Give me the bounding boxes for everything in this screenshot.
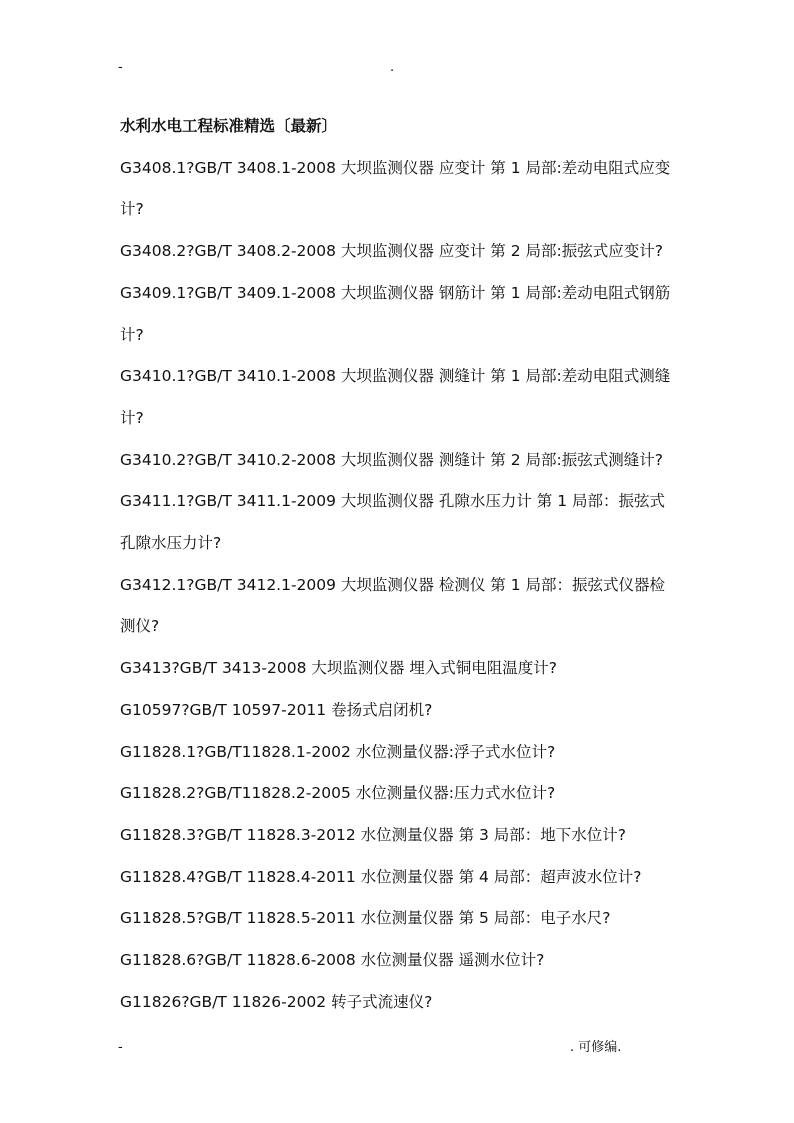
document-line: G11828.3?GB/T 11828.3-2012 水位测量仪器 第 3 局部：地下水位计? bbox=[120, 825, 627, 844]
document-line: 计? bbox=[120, 200, 144, 219]
footer-editable-note: . 可修编. bbox=[570, 1040, 622, 1055]
document-title: 水利水电工程标准精选〔最新〕 bbox=[120, 117, 338, 135]
header-left-mark: - bbox=[118, 60, 123, 75]
document-line: G3408.2?GB/T 3408.2-2008 大坝监测仪器 应变计 第 2 局部:振弦式应变计? bbox=[120, 242, 663, 261]
document-line: G3408.1?GB/T 3408.1-2008 大坝监测仪器 应变计 第 1 局部:差动电阻式应变 bbox=[120, 158, 671, 177]
document-line: G3412.1?GB/T 3412.1-2009 大坝监测仪器 检测仪 第 1 局部：振弦式仪器检 bbox=[120, 575, 666, 594]
document-line: G10597?GB/T 10597-2011 卷扬式启闭机? bbox=[120, 700, 433, 719]
document-body bbox=[120, 106, 690, 1023]
document-line: G11828.5?GB/T 11828.5-2011 水位测量仪器 第 5 局部：电子水尺? bbox=[120, 909, 611, 928]
document-line: G11828.1?GB/T11828.1-2002 水位测量仪器:浮子式水位计? bbox=[120, 742, 556, 761]
header-right-mark: . bbox=[390, 60, 395, 75]
document-line: G3410.2?GB/T 3410.2-2008 大坝监测仪器 测缝计 第 2 局部:振弦式测缝计? bbox=[120, 450, 663, 469]
document-line: G3409.1?GB/T 3409.1-2008 大坝监测仪器 钢筋计 第 1 局部:差动电阻式钢筋 bbox=[120, 283, 671, 302]
document-line: 计? bbox=[120, 408, 144, 427]
document-line: G3413?GB/T 3413-2008 大坝监测仪器 埋入式铜电阻温度计? bbox=[120, 659, 558, 678]
document-line: G11826?GB/T 11826-2002 转子式流速仪? bbox=[120, 992, 433, 1011]
document-line: 测仪? bbox=[120, 617, 160, 636]
footer-left-mark: - bbox=[118, 1040, 123, 1055]
document-line: G3411.1?GB/T 3411.1-2009 大坝监测仪器 孔隙水压力计 第 1 局部：振弦式 bbox=[120, 492, 666, 511]
document-line: G11828.4?GB/T 11828.4-2011 水位测量仪器 第 4 局部：超声波水位计? bbox=[120, 867, 642, 886]
document-line: G3410.1?GB/T 3410.1-2008 大坝监测仪器 测缝计 第 1 局部:差动电阻式测缝 bbox=[120, 367, 671, 386]
document-line: 计? bbox=[120, 325, 144, 344]
document-line: 孔隙水压力计? bbox=[120, 534, 222, 553]
document-line: G11828.2?GB/T11828.2-2005 水位测量仪器:压力式水位计? bbox=[120, 784, 556, 803]
document-line: G11828.6?GB/T 11828.6-2008 水位测量仪器 遥测水位计? bbox=[120, 951, 545, 970]
